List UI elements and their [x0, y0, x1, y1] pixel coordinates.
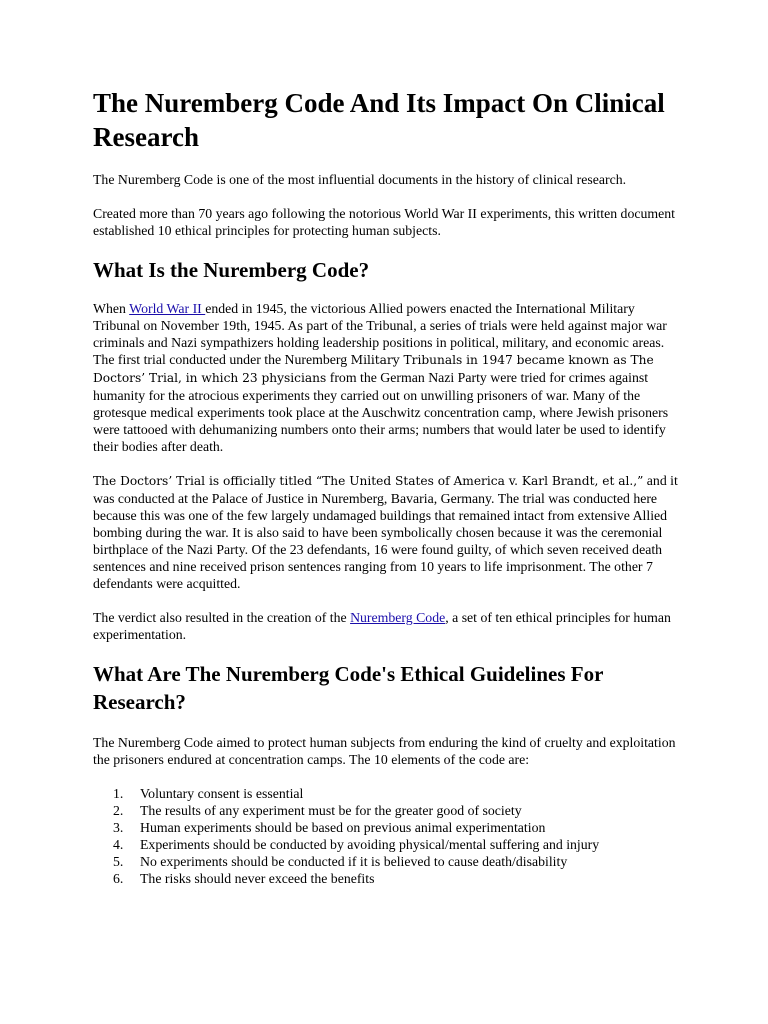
list-item-text: Human experiments should be based on previous animal experimentation: [140, 820, 546, 835]
section1-p1-text-b: from the German Nazi Party were tried for crimes against humanity for the atrocious experiments they carried out on unwilling prisoners of war. Many of the grotesque medical experiments took place at the Auschwitz concentration camp, where Jewish prisoners were tattooed with dehumanizing numbers onto their arms; numbers that would later be used to identify their bodies after death.: [93, 370, 669, 454]
section1-p3-lead: The verdict also resulted in the creation of the: [93, 610, 351, 625]
section-heading-guidelines: What Are The Nuremberg Code's Ethical Guidelines For Research?: [93, 662, 604, 714]
section1-paragraph-1: [93, 300, 683, 455]
list-item-text: Experiments should be conducted by avoiding physical/mental suffering and injury: [140, 837, 600, 852]
section1-p1-text-a: ended in 1945, the victorious Allied powers enacted the International Military Tribunal on November 19th, 1945. As part of the Tribunal, a series of trials were held against major war criminals and Nazi sympathizers holding leadership positions in political, military, and economic areas. The first trial conducted under the Nuremberg: [93, 301, 667, 367]
list-item-text: The risks should never exceed the benefits: [140, 871, 375, 886]
section2-paragraph-1: The Nuremberg Code aimed to protect human subjects from enduring the kind of cruelty and exploitation the prisoners endured at concentration camps. The 10 elements of the code are:: [93, 735, 676, 767]
list-item-number: 3.: [113, 820, 124, 835]
list-item: [93, 819, 683, 836]
document-page: [93, 86, 683, 887]
list-item-number: 5.: [113, 854, 124, 869]
list-item: [93, 853, 683, 870]
section-heading-what-is: What Is the Nuremberg Code?: [93, 258, 370, 282]
list-item: [93, 836, 683, 853]
nuremberg-code-link[interactable]: Nuremberg Code: [350, 610, 446, 625]
intro-paragraph-2: Created more than 70 years ago following the notorious World War II experiments, this written document established 10 ethical principles for protecting human subjects.: [93, 206, 675, 238]
section1-paragraph-3: [93, 609, 683, 643]
section1-p2-text-alt: The Doctors’ Trial is officially titled “The United States of America v. Karl Brandt, et al.,”: [93, 474, 644, 488]
world-war-ii-link[interactable]: World War II: [129, 301, 206, 316]
list-item: [93, 785, 683, 802]
list-item-text: No experiments should be conducted if it is believed to cause death/disability: [140, 854, 568, 869]
list-item: [93, 870, 683, 887]
section1-p1-lead: When: [93, 301, 130, 316]
section1-p2-text: and it was conducted at the Palace of Justice in Nuremberg, Bavaria, Germany. The trial was conducted here because this was one of the few largely undamaged buildings that remained intact from extensive Allied bombing during the war. It is also said to have been symbolically chosen because it was the ceremonial birthplace of the Nazi Party. Of the 23 defendants, 16 were found guilty, of which seven received death sentences and nine received prison sentences ranging from 10 years to life imprisonment. The other 7 defendants were acquitted.: [93, 473, 678, 591]
list-item-number: 1.: [113, 786, 124, 801]
list-item-text: The results of any experiment must be for the greater good of society: [140, 803, 522, 818]
list-item-text: Voluntary consent is essential: [140, 786, 304, 801]
section1-p1-text-alt: Military Tribunals in 1947 became known as The Doctors’ Trial, in which 23 physicians: [93, 353, 654, 385]
list-item-number: 6.: [113, 871, 124, 886]
list-item-number: 4.: [113, 837, 124, 852]
intro-paragraph-1: The Nuremberg Code is one of the most influential documents in the history of clinical research.: [93, 172, 627, 187]
section1-p3-text: , a set of ten ethical principles for human experimentation.: [93, 610, 671, 642]
list-item: [93, 802, 683, 819]
section1-paragraph-2: [93, 472, 683, 592]
list-item-number: 2.: [113, 803, 124, 818]
page-title: The Nuremberg Code And Its Impact On Clinical Research: [93, 88, 665, 152]
principles-list: [93, 785, 683, 887]
